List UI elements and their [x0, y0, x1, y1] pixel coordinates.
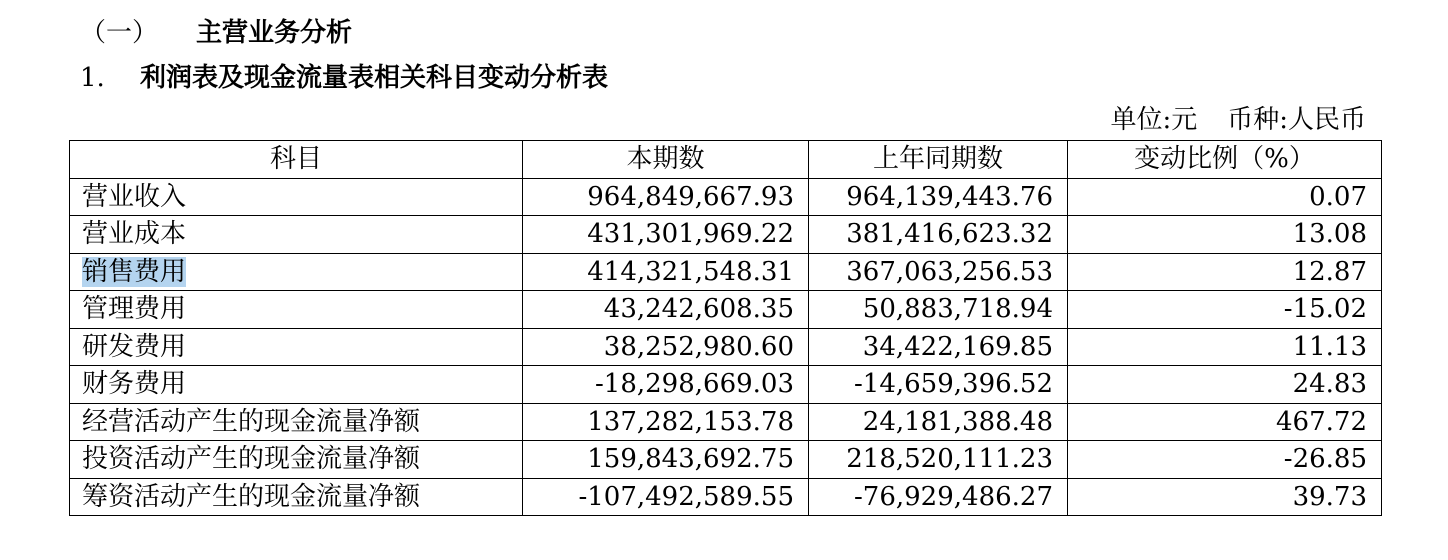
- row-item-text[interactable]: 研发费用: [82, 331, 187, 362]
- row-item[interactable]: [70, 328, 523, 366]
- table-row: [70, 366, 1382, 404]
- table-row: [70, 328, 1382, 366]
- subsection-number: 1.: [80, 63, 105, 93]
- selected-text-highlight[interactable]: 销售费用: [82, 256, 187, 287]
- row-item-text[interactable]: 投资活动产生的现金流量净额: [82, 444, 421, 475]
- table-row: [70, 216, 1382, 254]
- table-row: [70, 178, 1382, 216]
- row-item[interactable]: [70, 478, 523, 516]
- income-cashflow-table: [69, 140, 1382, 516]
- table-row: [70, 478, 1382, 516]
- currency-text: 币种:人民币: [1227, 105, 1366, 135]
- row-change: 11.13: [1068, 328, 1382, 366]
- row-current: 38,252,980.60: [523, 328, 809, 366]
- unit-text: 单位:元: [1110, 105, 1198, 135]
- row-previous: 50,883,718.94: [809, 291, 1068, 329]
- row-change: -26.85: [1068, 441, 1382, 479]
- row-item[interactable]: [70, 366, 523, 404]
- row-change: 24.83: [1068, 366, 1382, 404]
- header-previous: 上年同期数: [809, 141, 1068, 179]
- row-previous: -14,659,396.52: [809, 366, 1068, 404]
- row-item[interactable]: [70, 403, 523, 441]
- row-change: 12.87: [1068, 253, 1382, 291]
- row-current: 137,282,153.78: [523, 403, 809, 441]
- row-item-text[interactable]: 管理费用: [82, 294, 187, 325]
- row-item-text[interactable]: 营业收入: [82, 181, 187, 212]
- row-item-text[interactable]: 筹资活动产生的现金流量净额: [82, 481, 421, 512]
- table-row: [70, 291, 1382, 329]
- row-item[interactable]: [70, 253, 523, 291]
- row-item[interactable]: [70, 291, 523, 329]
- row-item[interactable]: [70, 441, 523, 479]
- row-current: 964,849,667.93: [523, 178, 809, 216]
- row-current: -107,492,589.55: [523, 478, 809, 516]
- subsection-title: 利润表及现金流量表相关科目变动分析表: [140, 63, 609, 93]
- row-current: 431,301,969.22: [523, 216, 809, 254]
- row-item-text[interactable]: 经营活动产生的现金流量净额: [82, 406, 421, 437]
- row-previous: 24,181,388.48: [809, 403, 1068, 441]
- row-previous: 218,520,111.23: [809, 441, 1068, 479]
- row-item[interactable]: [70, 216, 523, 254]
- row-item[interactable]: [70, 178, 523, 216]
- row-previous: 367,063,256.53: [809, 253, 1068, 291]
- row-previous: -76,929,486.27: [809, 478, 1068, 516]
- section-number: （一）: [80, 18, 159, 48]
- row-change: 467.72: [1068, 403, 1382, 441]
- table-header-row: [70, 141, 1382, 179]
- row-item-text[interactable]: 营业成本: [82, 219, 187, 250]
- row-current: 159,843,692.75: [523, 441, 809, 479]
- row-previous: 34,422,169.85: [809, 328, 1068, 366]
- row-change: -15.02: [1068, 291, 1382, 329]
- row-change: 13.08: [1068, 216, 1382, 254]
- subsection-heading: [80, 58, 608, 98]
- section-heading: [80, 14, 352, 52]
- row-change: 39.73: [1068, 478, 1382, 516]
- row-previous: 964,139,443.76: [809, 178, 1068, 216]
- row-change: 0.07: [1068, 178, 1382, 216]
- row-current: -18,298,669.03: [523, 366, 809, 404]
- table-row: [70, 403, 1382, 441]
- unit-line: [1110, 102, 1366, 138]
- row-current: 43,242,608.35: [523, 291, 809, 329]
- table-row: [70, 253, 1382, 291]
- row-previous: 381,416,623.32: [809, 216, 1068, 254]
- row-item-text[interactable]: 财务费用: [82, 369, 187, 400]
- table-row: [70, 441, 1382, 479]
- row-current: 414,321,548.31: [523, 253, 809, 291]
- header-change: 变动比例（%）: [1068, 141, 1382, 179]
- header-item: 科目: [70, 141, 523, 179]
- section-title: 主营业务分析: [196, 18, 353, 48]
- header-current: 本期数: [523, 141, 809, 179]
